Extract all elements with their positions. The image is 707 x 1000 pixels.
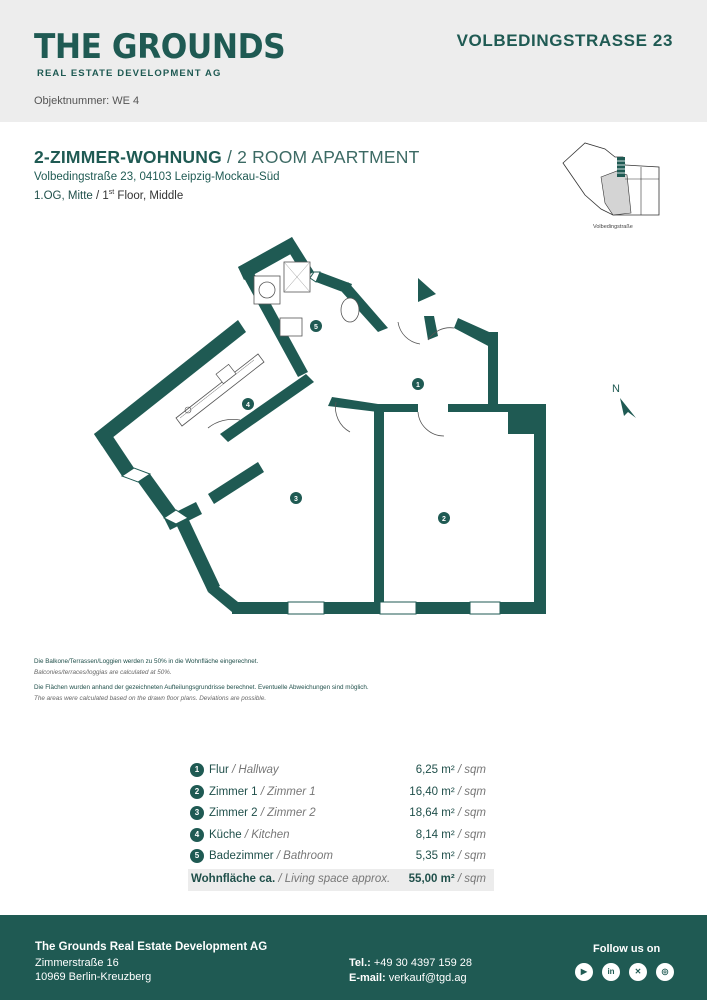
room-marker-4-label: 4 xyxy=(246,402,250,409)
room-name xyxy=(209,803,316,823)
room-area-unit: / sqm xyxy=(454,828,486,841)
note-balcony-en: Balconies/terraces/loggias are calculated at 50%. xyxy=(34,669,172,676)
total-area-value: 55,00 m² xyxy=(408,872,455,885)
total-area xyxy=(409,869,486,889)
room-area xyxy=(416,825,486,845)
room-marker-2-label: 2 xyxy=(442,516,446,523)
header xyxy=(0,0,707,122)
room-area-table xyxy=(188,760,494,891)
room-area-value: 6,25 m² xyxy=(415,764,455,776)
room-area-value: 8,14 m² xyxy=(415,828,455,841)
room-name-en: / Bathroom xyxy=(273,850,334,862)
apartment-title-sep: / xyxy=(221,147,238,167)
room-number-badge: 4 xyxy=(190,828,204,842)
total-area-unit: / sqm xyxy=(454,872,486,885)
room-name xyxy=(209,825,290,845)
note-balcony-de: Die Balkone/Terrassen/Loggien werden zu 50% in die Wohnfläche eingerechnet. xyxy=(34,658,259,665)
follow-us-label: Follow us on xyxy=(593,943,661,955)
room-area-value: 18,64 m² xyxy=(409,807,455,819)
email-address: verkauf@tgd.ag xyxy=(385,972,467,984)
object-number: Objektnummer: WE 4 xyxy=(34,95,140,107)
room-area-unit: / sqm xyxy=(454,785,486,798)
floor-sup: st xyxy=(108,189,115,196)
logo-subtitle: REAL ESTATE DEVELOPMENT AG xyxy=(37,68,222,79)
room-marker-1-label: 1 xyxy=(416,382,420,389)
footer-city: 10969 Berlin-Kreuzberg xyxy=(35,971,152,983)
room-number-badge: 3 xyxy=(190,806,204,820)
total-label xyxy=(191,869,390,889)
note-areas-de: Die Flächen wurden anhand der gezeichneten Aufteilungsgrundrisse berechnet. Eventuelle Abweichungen sind möglich. xyxy=(34,684,369,691)
apartment-title-de: 2-ZIMMER-WOHNUNG xyxy=(34,147,222,167)
room-area-value: 16,40 m² xyxy=(409,785,455,798)
linkedin-icon[interactable]: in xyxy=(602,963,620,981)
phone-label: Tel.: xyxy=(349,957,371,969)
room-area-unit: / sqm xyxy=(454,850,486,862)
footer-phone[interactable] xyxy=(349,957,472,969)
floor-de: 1.OG, Mitte xyxy=(34,189,93,202)
room-area xyxy=(416,846,486,866)
room-name-en: / Zimmer 1 xyxy=(257,785,316,798)
total-label-de: Wohnfläche ca. xyxy=(191,872,276,885)
room-area-value: 5,35 m² xyxy=(415,850,455,862)
north-arrow-icon xyxy=(600,378,640,423)
instagram-icon[interactable]: ◎ xyxy=(656,963,674,981)
room-area xyxy=(416,760,486,780)
room-name-de: Zimmer 2 xyxy=(209,807,258,819)
north-label: N xyxy=(612,383,620,395)
room-name-en: / Zimmer 2 xyxy=(257,807,316,819)
key-plan-label: Volbedingstraße xyxy=(593,224,633,230)
room-number-badge: 5 xyxy=(190,849,204,863)
room-name-en: / Hallway xyxy=(228,764,279,776)
room-name-de: Zimmer 1 xyxy=(209,785,258,798)
key-plan-diagram xyxy=(555,135,665,221)
email-label: E-mail: xyxy=(349,972,386,984)
room-marker-3-label: 3 xyxy=(294,496,298,503)
apartment-floor xyxy=(34,189,183,202)
footer-street: Zimmerstraße 16 xyxy=(35,957,119,969)
room-area xyxy=(409,782,486,802)
youtube-icon[interactable]: ▶ xyxy=(575,963,593,981)
footer-company: The Grounds Real Estate Development AG xyxy=(35,941,268,953)
room-name xyxy=(209,846,333,866)
room-number-badge: 1 xyxy=(190,763,204,777)
room-name-en: / Kitchen xyxy=(241,828,290,841)
apartment-title xyxy=(34,147,420,168)
table-row xyxy=(188,760,494,782)
room-area xyxy=(409,803,486,823)
floor-plan xyxy=(88,232,558,628)
room-area-unit: / sqm xyxy=(454,764,486,776)
room-name-de: Flur xyxy=(209,764,229,776)
apartment-title-en: 2 ROOM APARTMENT xyxy=(237,147,420,167)
room-area-unit: / sqm xyxy=(454,807,486,819)
footer xyxy=(0,915,707,1000)
total-row xyxy=(188,869,494,891)
room-name xyxy=(209,782,316,802)
total-label-en: / Living space approx. xyxy=(275,872,391,885)
xing-icon[interactable]: ✕ xyxy=(629,963,647,981)
table-row xyxy=(188,782,494,804)
apartment-address: Volbedingstraße 23, 04103 Leipzig-Mockau-Süd xyxy=(34,171,280,183)
floor-sep: / 1 xyxy=(92,189,109,202)
notes xyxy=(34,656,674,704)
room-name-de: Badezimmer xyxy=(209,850,274,862)
footer-email[interactable] xyxy=(349,972,467,984)
note-areas-en: The areas were calculated based on the drawn floor plans. Deviations are possible. xyxy=(34,695,267,702)
street-title: VOLBEDINGSTRASSE 23 xyxy=(456,31,673,50)
room-name-de: Küche xyxy=(209,828,242,841)
floor-en: Floor, Middle xyxy=(114,189,184,202)
room-name xyxy=(209,760,279,780)
table-row xyxy=(188,803,494,825)
phone-number: +49 30 4397 159 28 xyxy=(370,957,473,969)
table-row xyxy=(188,846,494,868)
table-row xyxy=(188,825,494,847)
room-marker-5-label: 5 xyxy=(314,324,318,331)
room-number-badge: 2 xyxy=(190,785,204,799)
logo-title: THE GROUNDS xyxy=(34,27,286,67)
